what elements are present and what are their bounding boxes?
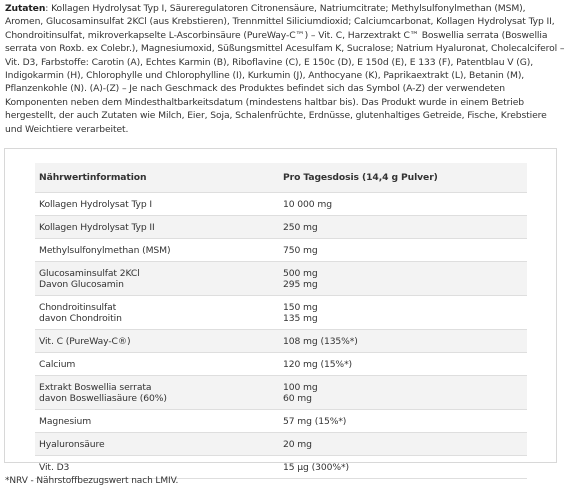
nutrient-name: Hyaluronsäure	[39, 438, 105, 450]
nutrient-amount: 150 mg	[283, 301, 318, 313]
nutrient-name-cell	[35, 239, 279, 262]
nutrient-name: davon Chondroitin	[39, 312, 122, 324]
nutrient-name-cell	[35, 216, 279, 239]
nutrient-name-cell	[35, 296, 279, 330]
table-row	[35, 353, 527, 376]
footnote: *NRV - Nährstoffbezugswert nach LMIV.	[5, 476, 179, 486]
nutrient-amount-cell	[279, 216, 527, 239]
nutrient-amount-cell	[279, 239, 527, 262]
nutrition-table-container	[4, 148, 557, 473]
nutrition-table	[35, 163, 527, 479]
nutrient-name: Vit. C (PureWay-C®)	[39, 335, 131, 347]
nutrient-name: Kollagen Hydrolysat Typ I	[39, 198, 153, 210]
table-row	[35, 410, 527, 433]
nutrient-amount: 15 µg (300%*)	[283, 461, 349, 473]
nutrient-amount-cell	[279, 262, 527, 296]
table-row	[35, 216, 527, 239]
nutrient-name-cell	[35, 433, 279, 456]
ingredients-paragraph	[5, 2, 565, 136]
nutrient-name-cell	[35, 262, 279, 296]
table-row	[35, 433, 527, 456]
nutrient-amount: 100 mg	[283, 381, 318, 393]
nutrient-amount: 295 mg	[283, 278, 318, 290]
nutrient-amount: 57 mg (15%*)	[283, 415, 347, 427]
nutrient-amount-cell	[279, 376, 527, 410]
nutrient-name: davon Boswelliasäure (60%)	[39, 392, 167, 404]
nutrient-amount: 108 mg (135%*)	[283, 335, 358, 347]
nutrient-amount: 120 mg (15%*)	[283, 358, 353, 370]
nutrition-table-body	[35, 193, 527, 479]
table-row	[35, 296, 527, 330]
nutrient-name-cell	[35, 353, 279, 376]
nutrient-amount: 250 mg	[283, 221, 318, 233]
nutrient-name: Davon Glucosamin	[39, 278, 124, 290]
nutrient-name: Methylsulfonylmethan (MSM)	[39, 244, 171, 256]
nutrient-name: Calcium	[39, 358, 76, 370]
nutrient-name-cell	[35, 193, 279, 216]
nutrient-amount-cell	[279, 410, 527, 433]
nutrient-name: Vit. D3	[39, 461, 70, 473]
ingredients-label: Zutaten	[5, 3, 46, 14]
nutrient-name-cell	[35, 410, 279, 433]
nutrient-amount-cell	[279, 330, 527, 353]
nutrient-amount-cell	[279, 193, 527, 216]
nutrient-name: Magnesium	[39, 415, 92, 427]
nutrient-name-cell	[35, 376, 279, 410]
table-row	[35, 193, 527, 216]
column-header-amount: Pro Tagesdosis (14,4 g Pulver)	[279, 163, 527, 193]
nutrient-name: Extrakt Boswellia serrata	[39, 381, 152, 393]
nutrient-name: Kollagen Hydrolysat Typ II	[39, 221, 155, 233]
nutrient-amount: 500 mg	[283, 267, 318, 279]
table-row	[35, 330, 527, 353]
column-header-nutrient: Nährwertinformation	[35, 163, 279, 193]
nutrient-amount-cell	[279, 296, 527, 330]
nutrient-amount: 750 mg	[283, 244, 318, 256]
nutrient-amount-cell	[279, 353, 527, 376]
nutrient-amount-cell	[279, 433, 527, 456]
nutrient-amount: 135 mg	[283, 312, 318, 324]
table-header-row	[35, 163, 527, 193]
nutrient-amount: 20 mg	[283, 438, 312, 450]
nutrient-amount: 60 mg	[283, 392, 312, 404]
nutrient-name: Glucosaminsulfat 2KCl	[39, 267, 140, 279]
ingredients-text: : Kollagen Hydrolysat Typ I, Säureregulatoren Citronensäure, Natriumcitrate; Methylsulfonylmethan (MSM), Aromen, Glucosaminsulfat 2KCl (aus Krebstieren), Trennmittel Siliciumdioxid; Calciumcarbonat, Kollagen Hydrolysat Typ II, Chondroitinsulfat, mikroverkapselte L-Ascorbinsäure (PureWay-C™) – Vit. C, Harzextrakt C™ Boswellia serrata (Boswellia serrata von Roxb. ex Colebr.), Magnesiumoxid, Süßungsmittel Acesulfam K, Sucralose; Natrium Hyaluronat, Cholecalciferol – Vit. D3, Farbstoffe: Carotin (A), Echtes Karmin (B), Riboflavine (C), E 150c (D), E 150d (E), E 133 (F), Patentblau V (G), Indigokarmin (H), Chlorophylle und Chlorophylline (I), Kurkumin (J), Anthocyane (K), Paprikaextrakt (L), Betanin (M), Pflanzenkohle (N). (A)-(Z) – Je nach Geschmack des Produktes befindet sich das Symbol (A-Z) der verwendeten Komponenten neben dem Mindesthaltbarkeitsdatum (mindestens haltbar bis). Das Produkt wurde in einem Betrieb hergestellt, der auch Zutaten wie Milch, Eier, Soja, Schalenfrüchte, Erdnüsse, glutenhaltiges Getreide, Fische, Krebstiere und Weichtiere verarbeitet.	[5, 3, 565, 135]
table-row	[35, 376, 527, 410]
nutrient-name: Chondroitinsulfat	[39, 301, 117, 313]
nutrient-name-cell	[35, 330, 279, 353]
nutrient-amount-cell	[279, 456, 527, 479]
table-row	[35, 239, 527, 262]
nutrient-amount: 10 000 mg	[283, 198, 332, 210]
table-row	[35, 262, 527, 296]
